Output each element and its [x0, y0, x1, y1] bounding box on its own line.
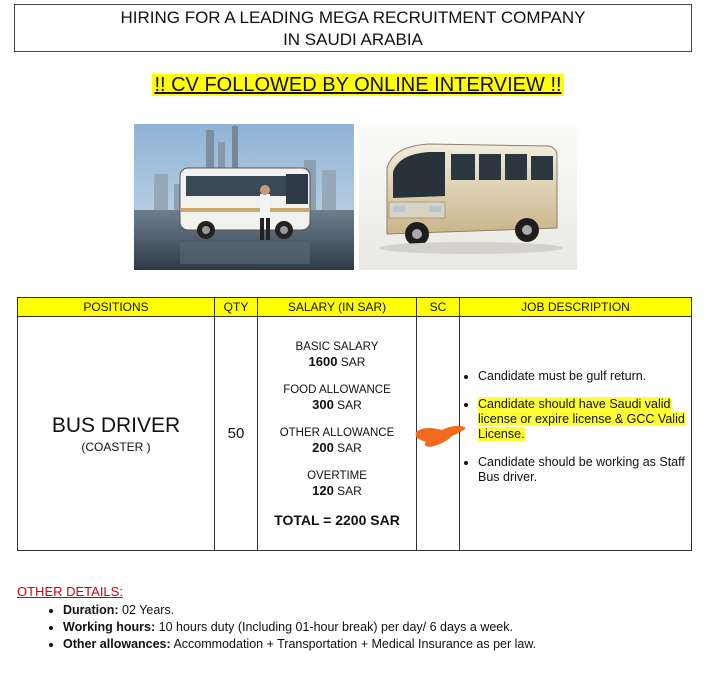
- salary-overtime-value: 120: [312, 482, 334, 498]
- list-item: • Working hours: 10 hours duty (Including 01-hour break) per day/ 6 days a week.: [63, 619, 707, 636]
- salary-basic-value: 1600: [308, 353, 338, 369]
- salary-other-label: OTHER ALLOWANCE: [279, 426, 395, 439]
- salary-basic-unit: SAR: [340, 354, 366, 369]
- sc-cell: [417, 317, 460, 551]
- interview-notice-text: !! CV FOLLOWED BY ONLINE INTERVIEW !!: [154, 74, 562, 96]
- salary-total: TOTAL = 2200 SAR: [274, 511, 400, 528]
- list-item: [478, 397, 691, 442]
- salary-overtime-unit: SAR: [337, 483, 362, 498]
- table-header-row: [18, 298, 692, 317]
- list-item: • Other allowances: Accommodation + Transportation + Medical Insurance as per law.: [63, 636, 707, 653]
- header-banner: [14, 4, 692, 52]
- header-title-line1: HIRING FOR A LEADING MEGA RECRUITMENT COMPANY: [120, 8, 586, 27]
- coaster-bus-photo: [359, 124, 577, 270]
- salary-overtime-label: OVERTIME: [307, 469, 367, 482]
- position-title: BUS DRIVER: [51, 413, 181, 437]
- position-subtitle: (COASTER ): [81, 439, 151, 454]
- qty-cell: 50: [215, 317, 258, 551]
- bus-city-photo: [134, 124, 354, 270]
- description-list: [460, 369, 691, 485]
- highlighted-requirement: Candidate should have Saudi valid license or expire license & GCC Valid License.: [478, 397, 685, 441]
- interview-notice: [0, 74, 716, 97]
- col-positions: POSITIONS: [18, 298, 215, 317]
- salary-food-label: FOOD ALLOWANCE: [283, 383, 391, 396]
- salary-food-value: 300: [312, 396, 334, 412]
- salary-cell: [258, 317, 417, 551]
- col-qty: QTY: [215, 298, 258, 317]
- salary-other: [258, 426, 416, 456]
- list-item: • Duration: 02 Years.: [63, 602, 707, 619]
- col-salary: SALARY (IN SAR): [258, 298, 417, 317]
- list-item: • Candidate should be working as Staff Bus driver.: [478, 455, 691, 485]
- salary-other-value: 200: [312, 439, 334, 455]
- header-title-line2: IN SAUDI ARABIA: [283, 30, 423, 49]
- job-table: [17, 297, 692, 551]
- description-cell: [460, 317, 692, 551]
- other-details-list: [17, 602, 707, 653]
- salary-food: [258, 383, 416, 413]
- other-details-title: OTHER DETAILS:: [17, 584, 123, 599]
- salary-overtime: [258, 469, 416, 499]
- salary-basic-label: BASIC SALARY: [295, 340, 379, 353]
- table-row: [18, 317, 692, 551]
- col-sc: SC: [417, 298, 460, 317]
- other-details-section: [17, 584, 707, 653]
- salary-food-unit: SAR: [337, 397, 362, 412]
- salary-basic: [258, 340, 416, 370]
- col-job-description: JOB DESCRIPTION: [460, 298, 692, 317]
- list-item: • Candidate must be gulf return.: [478, 369, 691, 384]
- salary-other-unit: SAR: [337, 440, 362, 455]
- position-cell: [18, 317, 215, 551]
